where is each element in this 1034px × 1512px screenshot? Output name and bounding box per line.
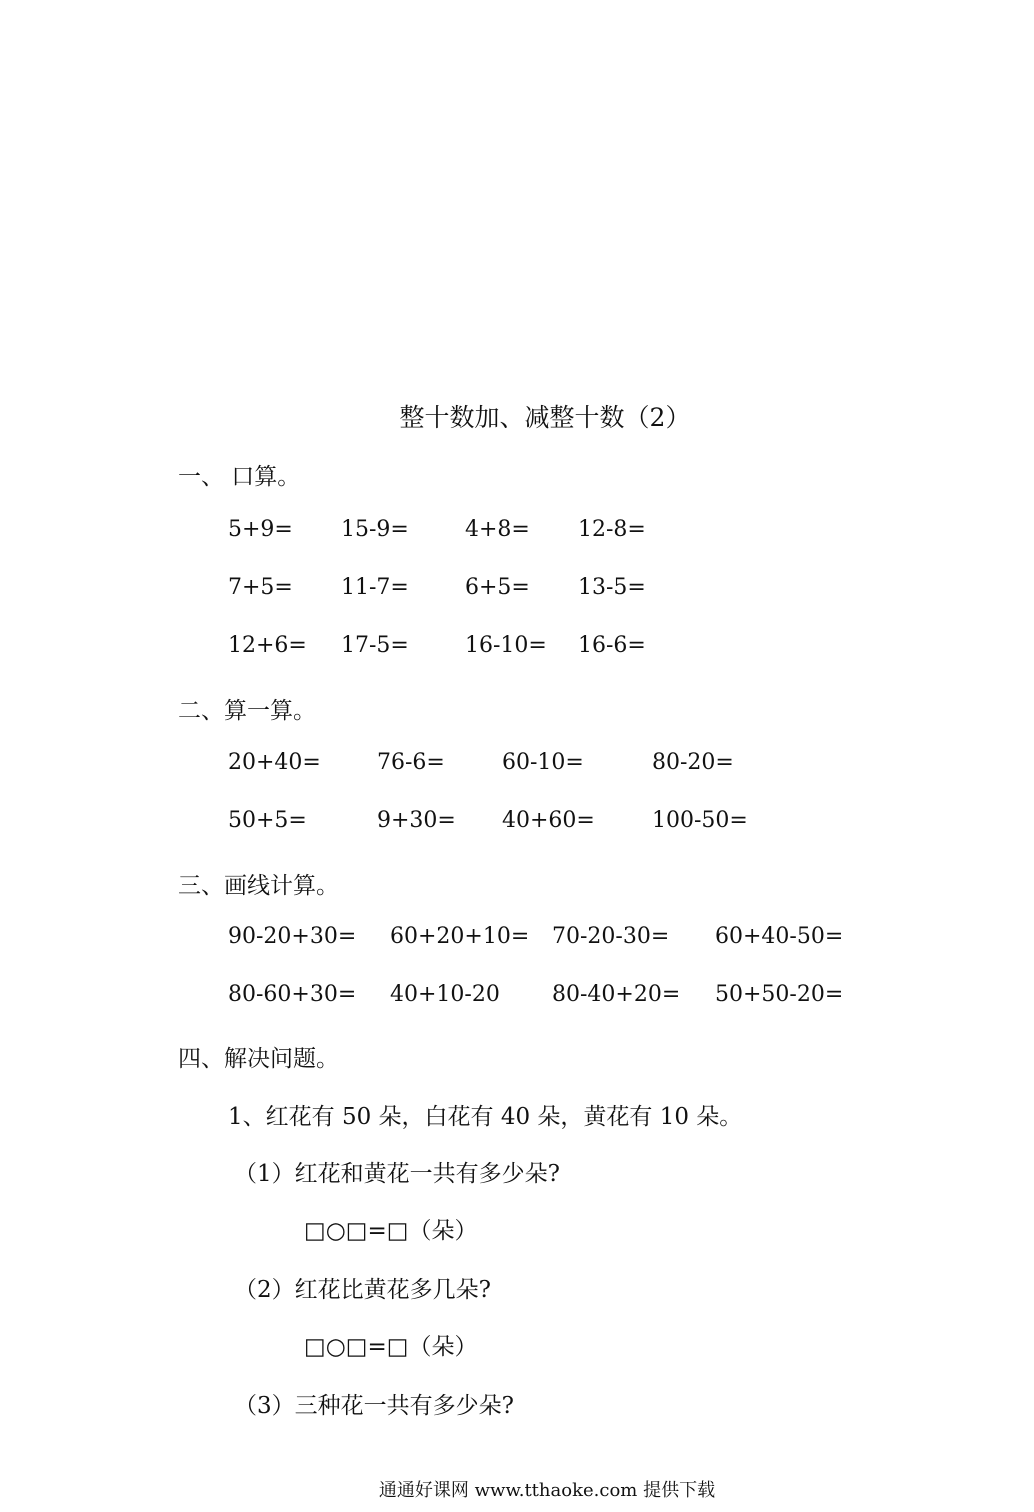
- question-3: （3）三种花一共有多少朵?: [234, 1393, 514, 1419]
- page-title: 整十数加、减整十数（2）: [399, 403, 691, 432]
- expression: 11-7=: [341, 575, 409, 600]
- footer-text: 通通好课网 www.tthaoke.com 提供下载: [378, 1480, 716, 1501]
- section-2-heading: 二、算一算。: [178, 698, 316, 724]
- expression: 5+9=: [228, 517, 293, 542]
- expression: 80-40+20=: [552, 982, 681, 1007]
- expression: 6+5=: [465, 575, 530, 600]
- expression: 60-10=: [502, 750, 584, 775]
- expression: 4+8=: [465, 517, 530, 542]
- question-2: （2）红花比黄花多几朵?: [234, 1277, 491, 1303]
- expression: 70-20-30=: [552, 924, 670, 949]
- expression: 80-20=: [652, 750, 734, 775]
- expression: 50+50-20=: [715, 982, 844, 1007]
- answer-blank-1: □○□=□（朵）: [304, 1218, 478, 1244]
- expression: 76-6=: [377, 750, 445, 775]
- expression: 16-6=: [578, 633, 646, 658]
- expression: 60+20+10=: [390, 924, 530, 949]
- expression: 7+5=: [228, 575, 293, 600]
- answer-blank-2: □○□=□（朵）: [304, 1334, 478, 1360]
- expression: 50+5=: [228, 808, 307, 833]
- problem-statement: 1、红花有 50 朵，白花有 40 朵，黄花有 10 朵。: [228, 1104, 743, 1130]
- expression: 40+60=: [502, 808, 595, 833]
- expression: 9+30=: [377, 808, 456, 833]
- expression: 12+6=: [228, 633, 307, 658]
- expression: 15-9=: [341, 517, 409, 542]
- question-1: （1）红花和黄花一共有多少朵?: [234, 1161, 560, 1187]
- expression: 90-20+30=: [228, 924, 357, 949]
- expression: 40+10-20: [390, 982, 500, 1007]
- section-3-heading: 三、画线计算。: [178, 873, 339, 899]
- expression: 20+40=: [228, 750, 321, 775]
- expression: 13-5=: [578, 575, 646, 600]
- section-1-heading: 一、 口算。: [178, 464, 301, 490]
- section-4-heading: 四、解决问题。: [178, 1046, 339, 1072]
- expression: 16-10=: [465, 633, 547, 658]
- expression: 12-8=: [578, 517, 646, 542]
- expression: 80-60+30=: [228, 982, 357, 1007]
- expression: 100-50=: [652, 808, 748, 833]
- expression: 17-5=: [341, 633, 409, 658]
- expression: 60+40-50=: [715, 924, 844, 949]
